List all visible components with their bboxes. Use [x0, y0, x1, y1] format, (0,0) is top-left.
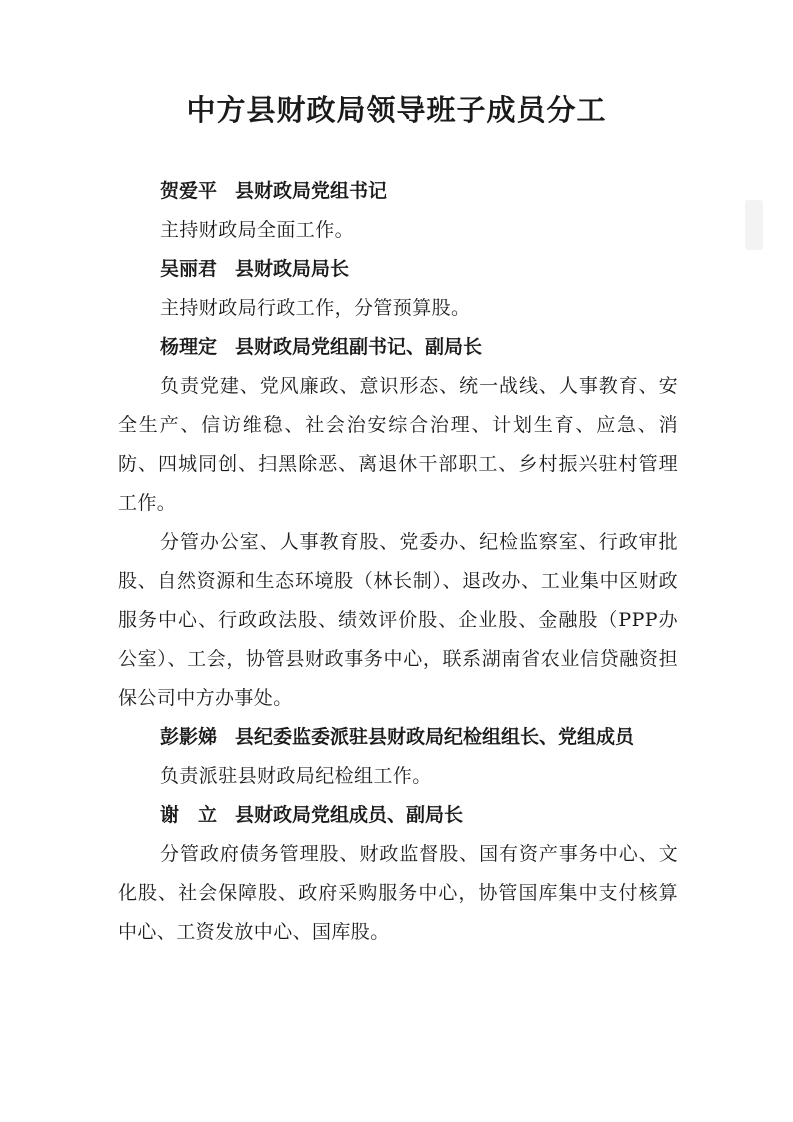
scan-smudge — [745, 200, 763, 250]
member-position: 县纪委监委派驻县财政局纪检组组长、党组成员 — [235, 726, 635, 748]
member-duty-paragraph: 主持财政局全面工作。 — [160, 219, 355, 241]
member-name: 杨理定 — [160, 336, 218, 358]
member-position: 县财政局局长 — [235, 258, 350, 280]
member-duty-paragraph: 负责党建、党风廉政、意识形态、统一战线、人事教育、安全生产、信访维稳、社会治安综合治理、计划生育、应急、消防、四城同创、扫黑除恶、离退休干部职工、乡村振兴驻村管理工作。 — [118, 375, 678, 514]
member-name: 彭影娣 — [160, 726, 218, 748]
member-name: 谢 立 — [160, 804, 218, 826]
member-heading — [118, 718, 678, 757]
page-title: 中方县财政局领导班子成员分工 — [186, 93, 607, 127]
member-heading — [118, 796, 678, 835]
member-position: 县财政局党组书记 — [235, 180, 388, 202]
member-duty-paragraph: 分管办公室、人事教育股、党委办、纪检监察室、行政审批股、自然资源和生态环境股（林长制）、退改办、工业集中区财政服务中心、行政政法股、绩效评价股、企业股、金融股（PPP办公室）、工会，协管县财政事务中心，联系湖南省农业信贷融资担保公司中方办事处。 — [118, 531, 678, 709]
member-position: 县财政局党组副书记、副局长 — [235, 336, 483, 358]
member-heading — [118, 250, 678, 289]
member-name: 吴丽君 — [160, 258, 218, 280]
member-name: 贺爱平 — [160, 180, 218, 202]
member-duty-paragraph: 分管政府债务管理股、财政监督股、国有资产事务中心、文化股、社会保障股、政府采购服务中心，协管国库集中支付核算中心、工资发放中心、国库股。 — [118, 843, 678, 943]
member-heading — [118, 328, 678, 367]
member-position: 县财政局党组成员、副局长 — [235, 804, 464, 826]
member-heading — [118, 172, 678, 211]
document-body — [118, 172, 678, 952]
member-duty-paragraph: 负责派驻县财政局纪检组工作。 — [160, 765, 432, 787]
member-duty-paragraph: 主持财政局行政工作，分管预算股。 — [160, 297, 471, 319]
